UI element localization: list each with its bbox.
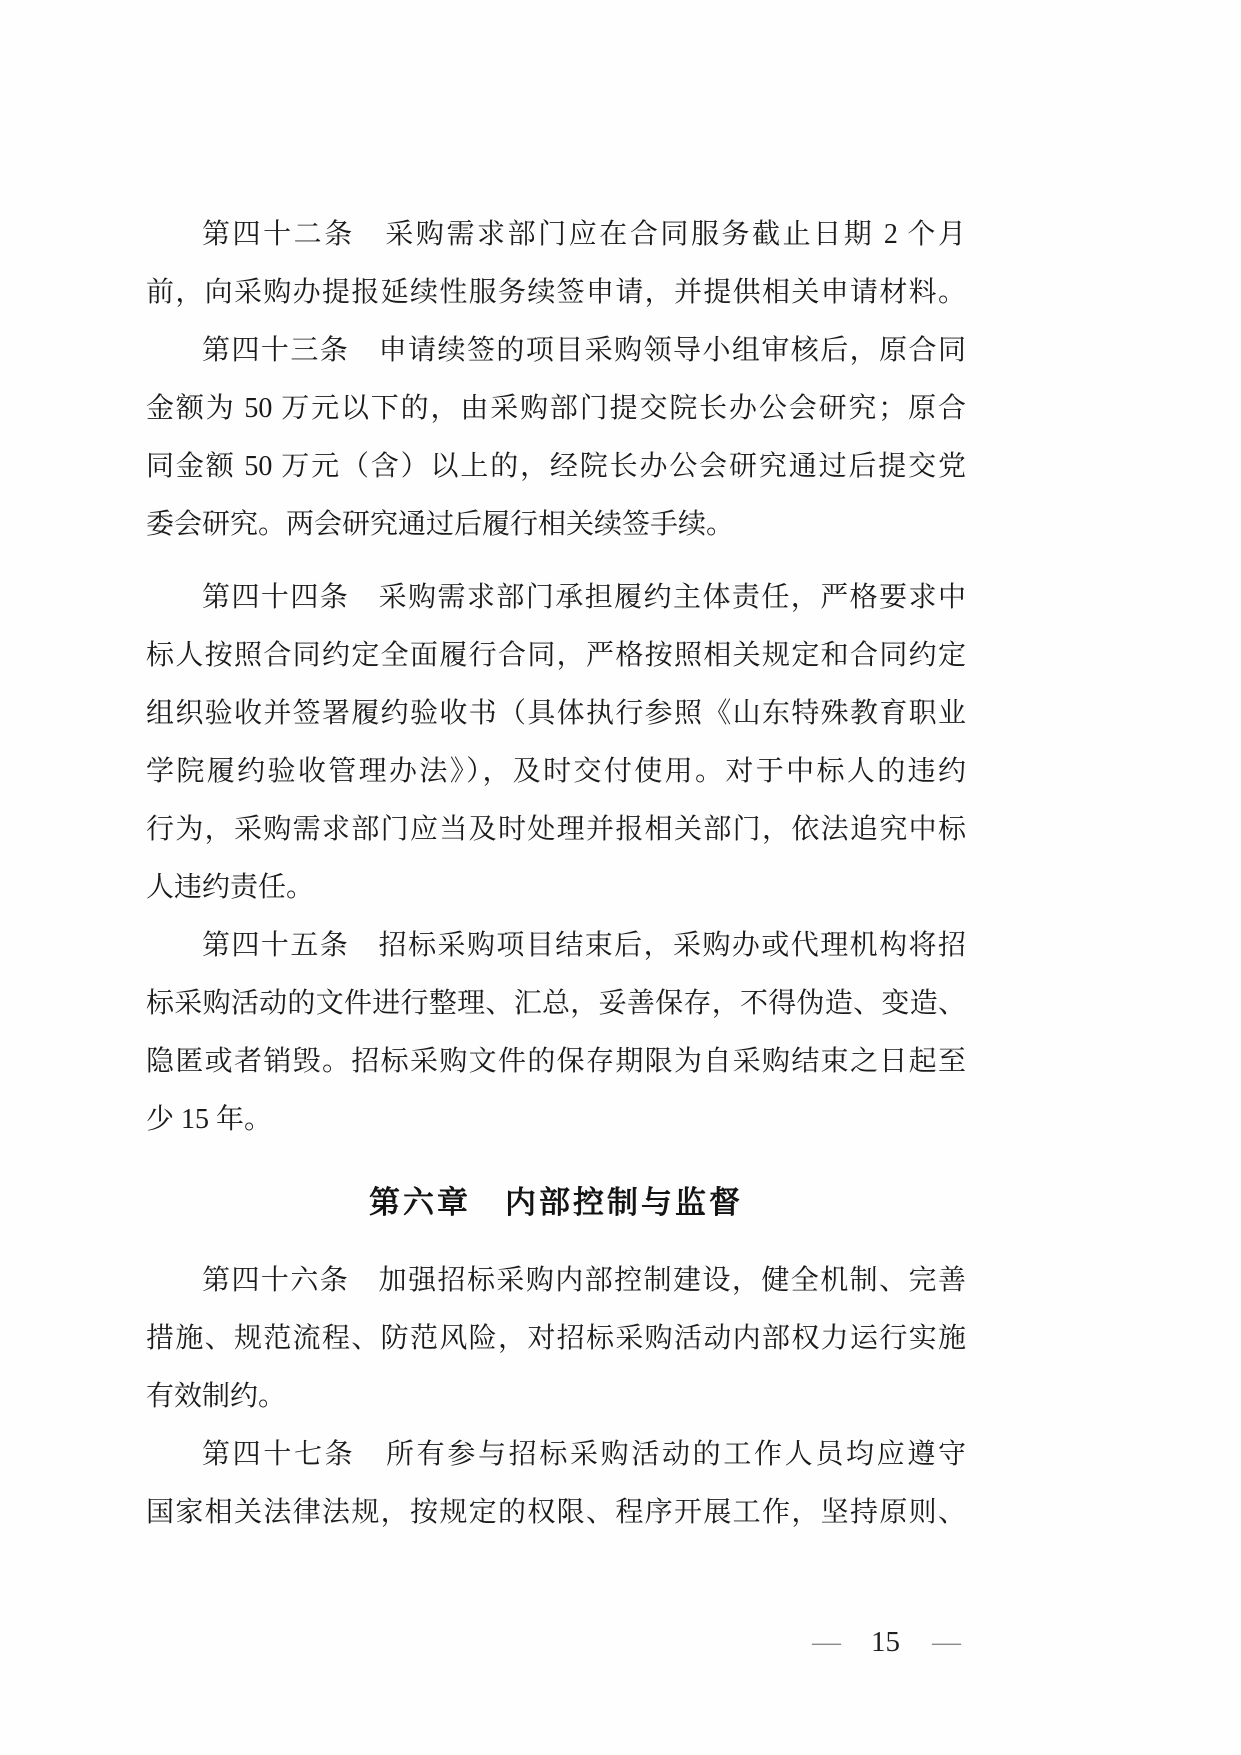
paragraph-line: 第四十五条 招标采购项目结束后，采购办或代理机构将招 [202, 930, 966, 961]
paragraph-line: 前，向采购办提报延续性服务续签申请，并提供相关申请材料。 [146, 277, 966, 308]
page-number: 15 [871, 1626, 900, 1658]
paragraph-line: 第四十三条 申请续签的项目采购领导小组审核后，原合同 [202, 335, 966, 366]
paragraph-line: 标采购活动的文件进行整理、汇总，妥善保存，不得伪造、变造、 [146, 988, 966, 1019]
footer-dash-left: — [812, 1626, 839, 1658]
paragraph-line: 组织验收并签署履约验收书（具体执行参照《山东特殊教育职业 [146, 698, 966, 729]
paragraph-line: 学院履约验收管理办法》），及时交付使用。对于中标人的违约 [146, 756, 966, 787]
paragraph-line: 第四十二条 采购需求部门应在合同服务截止日期 2 个月 [202, 219, 966, 250]
paragraph-line: 第四十七条 所有参与招标采购活动的工作人员均应遵守 [202, 1439, 966, 1470]
paragraph-line: 同金额 50 万元（含）以上的，经院长办公会研究通过后提交党 [146, 451, 966, 482]
footer-dash-right: — [932, 1626, 959, 1658]
chapter-heading: 第六章 内部控制与监督 [369, 1185, 743, 1220]
paragraph-line: 措施、规范流程、防范风险，对招标采购活动内部权力运行实施 [146, 1323, 966, 1354]
paragraph-line: 第四十六条 加强招标采购内部控制建设，健全机制、完善 [202, 1265, 966, 1296]
paragraph-line: 第四十四条 采购需求部门承担履约主体责任，严格要求中 [202, 582, 966, 613]
page-footer [812, 1622, 959, 1662]
paragraph-line: 有效制约。 [146, 1381, 287, 1412]
paragraph-line: 委会研究。两会研究通过后履行相关续签手续。 [146, 509, 735, 540]
paragraph-line: 行为，采购需求部门应当及时处理并报相关部门，依法追究中标 [146, 814, 966, 845]
paragraph-line: 隐匿或者销毁。招标采购文件的保存期限为自采购结束之日起至 [146, 1046, 966, 1077]
paragraph-line: 标人按照合同约定全面履行合同，严格按照相关规定和合同约定 [146, 640, 966, 671]
paragraph-line: 金额为 50 万元以下的，由采购部门提交院长办公会研究；原合 [146, 393, 966, 424]
paragraph-line: 少 15 年。 [146, 1104, 273, 1135]
paragraph-line: 人违约责任。 [146, 872, 315, 903]
paragraph-line: 国家相关法律法规，按规定的权限、程序开展工作，坚持原则、 [146, 1497, 966, 1528]
document-body [146, 206, 966, 1542]
